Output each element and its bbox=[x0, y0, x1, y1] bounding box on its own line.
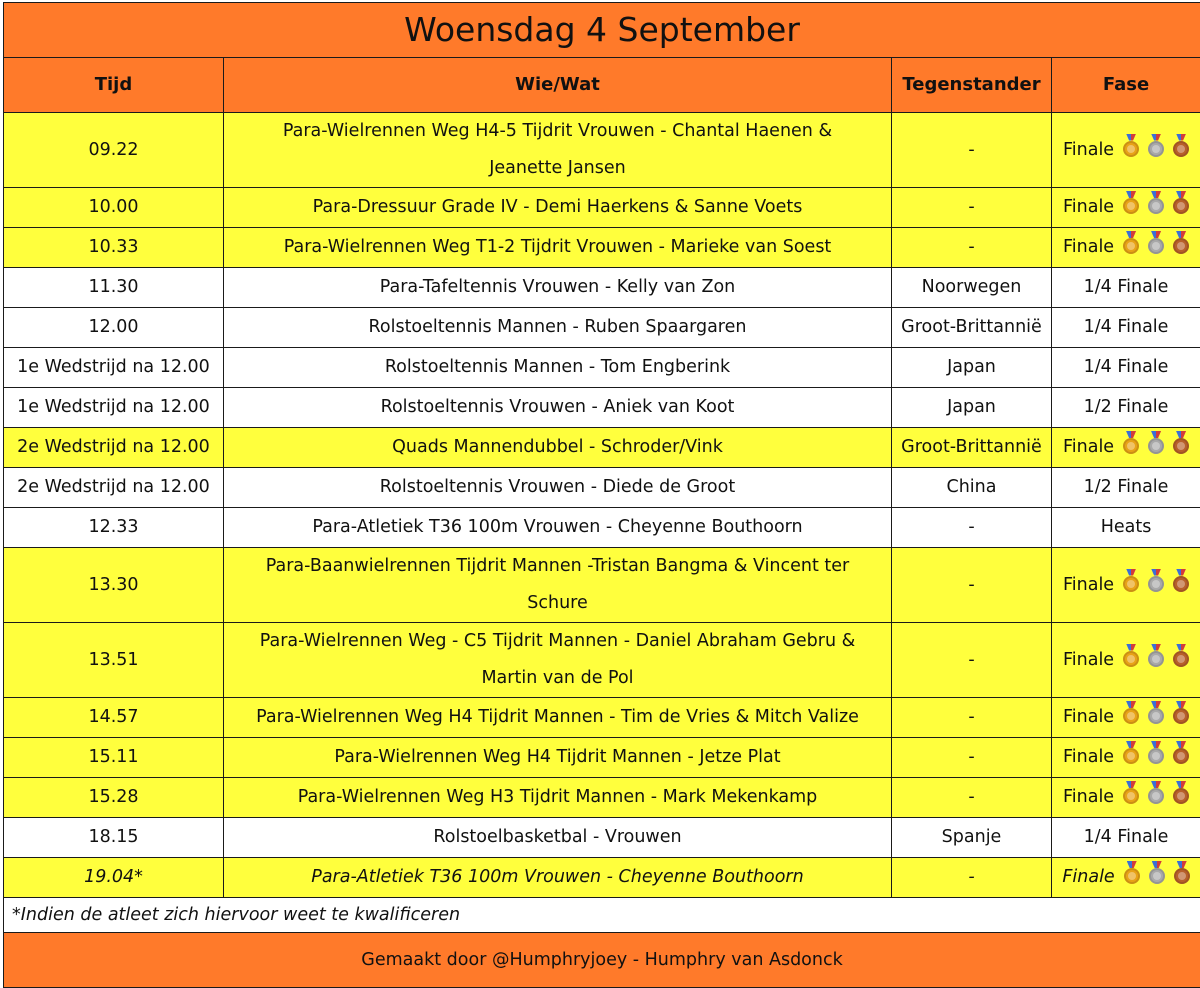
opponent-cell: - bbox=[892, 508, 1052, 548]
event-text: Para-Tafeltennis Vrouwen - Kelly van Zon bbox=[226, 268, 889, 307]
time-cell: 15.11 bbox=[4, 738, 224, 778]
opponent-cell: - bbox=[892, 113, 1052, 188]
table-row bbox=[4, 548, 1200, 623]
event-text: Quads Mannendubbel - Schroder/Vink bbox=[226, 428, 889, 467]
bronze-medal-icon bbox=[1173, 141, 1189, 157]
opponent-cell: Japan bbox=[892, 348, 1052, 388]
header-time: Tijd bbox=[4, 58, 224, 113]
event-text: Para-Wielrennen Weg - C5 Tijdrit Mannen - Daniel Abraham Gebru & Martin van de Pol bbox=[226, 623, 889, 697]
phase-text: Finale bbox=[1063, 707, 1114, 727]
phase-cell bbox=[1052, 738, 1200, 778]
note-row bbox=[4, 898, 1200, 933]
phase-cell bbox=[1052, 858, 1200, 898]
silver-medal-icon bbox=[1148, 238, 1164, 254]
event-cell bbox=[224, 738, 892, 778]
time-cell: 18.15 bbox=[4, 818, 224, 858]
phase-text: 1/4 Finale bbox=[1084, 827, 1169, 847]
opponent-cell: - bbox=[892, 858, 1052, 898]
event-text: Rolstoeltennis Mannen - Ruben Spaargaren bbox=[226, 308, 889, 347]
header-phase: Fase bbox=[1052, 58, 1200, 113]
credits: Gemaakt door @Humphryjoey - Humphry van Asdonck bbox=[4, 933, 1200, 988]
gold-medal-icon bbox=[1123, 438, 1139, 454]
phase-text: Finale bbox=[1063, 437, 1114, 457]
silver-medal-icon bbox=[1148, 576, 1164, 592]
silver-medal-icon bbox=[1148, 748, 1164, 764]
table-row bbox=[4, 228, 1200, 268]
table-row bbox=[4, 188, 1200, 228]
time-cell: 15.28 bbox=[4, 778, 224, 818]
event-cell bbox=[224, 698, 892, 738]
footnote: *Indien de atleet zich hiervoor weet te kwalificeren bbox=[4, 898, 1200, 933]
time-cell: 2e Wedstrijd na 12.00 bbox=[4, 468, 224, 508]
opponent-cell: Groot-Brittannië bbox=[892, 428, 1052, 468]
silver-medal-icon bbox=[1149, 868, 1165, 884]
bronze-medal-icon bbox=[1174, 868, 1190, 884]
gold-medal-icon bbox=[1123, 141, 1139, 157]
phase-text: Finale bbox=[1063, 650, 1114, 670]
footer-row bbox=[4, 933, 1200, 988]
event-cell bbox=[224, 818, 892, 858]
event-cell bbox=[224, 188, 892, 228]
phase-cell bbox=[1052, 623, 1200, 698]
event-text: Para-Baanwielrennen Tijdrit Mannen -Tristan Bangma & Vincent ter Schure bbox=[226, 548, 889, 622]
phase-cell bbox=[1052, 348, 1200, 388]
phase-cell bbox=[1052, 228, 1200, 268]
bronze-medal-icon bbox=[1173, 788, 1189, 804]
bronze-medal-icon bbox=[1173, 748, 1189, 764]
phase-cell bbox=[1052, 468, 1200, 508]
event-cell bbox=[224, 268, 892, 308]
table-row bbox=[4, 818, 1200, 858]
time-cell: 14.57 bbox=[4, 698, 224, 738]
opponent-cell: - bbox=[892, 548, 1052, 623]
phase-cell bbox=[1052, 308, 1200, 348]
schedule-table bbox=[3, 2, 1200, 988]
opponent-cell: Noorwegen bbox=[892, 268, 1052, 308]
opponent-cell: - bbox=[892, 778, 1052, 818]
gold-medal-icon bbox=[1123, 238, 1139, 254]
phase-cell bbox=[1052, 113, 1200, 188]
phase-text: 1/4 Finale bbox=[1084, 277, 1169, 297]
header-row bbox=[4, 58, 1200, 113]
phase-text: Finale bbox=[1063, 140, 1114, 160]
time-cell: 10.00 bbox=[4, 188, 224, 228]
phase-cell bbox=[1052, 188, 1200, 228]
event-text: Rolstoeltennis Vrouwen - Aniek van Koot bbox=[226, 388, 889, 427]
table-row bbox=[4, 308, 1200, 348]
time-cell: 12.33 bbox=[4, 508, 224, 548]
header-opponent: Tegenstander bbox=[892, 58, 1052, 113]
event-cell bbox=[224, 348, 892, 388]
silver-medal-icon bbox=[1148, 651, 1164, 667]
event-cell bbox=[224, 623, 892, 698]
opponent-cell: - bbox=[892, 188, 1052, 228]
silver-medal-icon bbox=[1148, 198, 1164, 214]
event-text: Rolstoelbasketbal - Vrouwen bbox=[226, 818, 889, 857]
event-text: Para-Wielrennen Weg H3 Tijdrit Mannen - Mark Mekenkamp bbox=[226, 778, 889, 817]
opponent-cell: Japan bbox=[892, 388, 1052, 428]
bronze-medal-icon bbox=[1173, 708, 1189, 724]
phase-text: 1/4 Finale bbox=[1084, 317, 1169, 337]
phase-text: 1/4 Finale bbox=[1084, 357, 1169, 377]
gold-medal-icon bbox=[1123, 576, 1139, 592]
phase-cell bbox=[1052, 428, 1200, 468]
time-cell: 19.04* bbox=[4, 858, 224, 898]
time-cell: 12.00 bbox=[4, 308, 224, 348]
phase-text: Finale bbox=[1062, 867, 1114, 887]
opponent-cell: Groot-Brittannië bbox=[892, 308, 1052, 348]
silver-medal-icon bbox=[1148, 438, 1164, 454]
table-row bbox=[4, 698, 1200, 738]
event-cell bbox=[224, 508, 892, 548]
phase-text: 1/2 Finale bbox=[1084, 477, 1169, 497]
phase-cell bbox=[1052, 818, 1200, 858]
table-row bbox=[4, 858, 1200, 898]
page-title: Woensdag 4 September bbox=[4, 3, 1200, 58]
gold-medal-icon bbox=[1123, 708, 1139, 724]
silver-medal-icon bbox=[1148, 708, 1164, 724]
event-text: Para-Wielrennen Weg H4 Tijdrit Mannen - Jetze Plat bbox=[226, 738, 889, 777]
silver-medal-icon bbox=[1148, 788, 1164, 804]
event-text: Para-Wielrennen Weg H4-5 Tijdrit Vrouwen - Chantal Haenen & Jeanette Jansen bbox=[226, 113, 889, 187]
event-cell bbox=[224, 228, 892, 268]
table-row bbox=[4, 268, 1200, 308]
bronze-medal-icon bbox=[1173, 576, 1189, 592]
bronze-medal-icon bbox=[1173, 238, 1189, 254]
event-cell bbox=[224, 428, 892, 468]
event-text: Rolstoeltennis Mannen - Tom Engberink bbox=[226, 348, 889, 387]
event-text: Para-Dressuur Grade IV - Demi Haerkens & Sanne Voets bbox=[226, 188, 889, 227]
time-cell: 09.22 bbox=[4, 113, 224, 188]
table-row bbox=[4, 348, 1200, 388]
time-cell: 1e Wedstrijd na 12.00 bbox=[4, 388, 224, 428]
time-cell: 11.30 bbox=[4, 268, 224, 308]
table-row bbox=[4, 388, 1200, 428]
phase-text: Finale bbox=[1063, 575, 1114, 595]
table-row bbox=[4, 113, 1200, 188]
event-text: Para-Atletiek T36 100m Vrouwen - Cheyenne Bouthoorn bbox=[226, 508, 889, 547]
header-what: Wie/Wat bbox=[224, 58, 892, 113]
gold-medal-icon bbox=[1124, 868, 1140, 884]
event-text: Rolstoeltennis Vrouwen - Diede de Groot bbox=[226, 468, 889, 507]
event-cell bbox=[224, 468, 892, 508]
table-row bbox=[4, 468, 1200, 508]
event-cell bbox=[224, 308, 892, 348]
table-row bbox=[4, 508, 1200, 548]
table-row bbox=[4, 623, 1200, 698]
title-row bbox=[4, 3, 1200, 58]
phase-text: 1/2 Finale bbox=[1084, 397, 1169, 417]
time-cell: 2e Wedstrijd na 12.00 bbox=[4, 428, 224, 468]
phase-cell bbox=[1052, 388, 1200, 428]
event-text: Para-Wielrennen Weg T1-2 Tijdrit Vrouwen - Marieke van Soest bbox=[226, 228, 889, 267]
phase-text: Finale bbox=[1063, 747, 1114, 767]
phase-text: Heats bbox=[1101, 517, 1152, 537]
bronze-medal-icon bbox=[1173, 651, 1189, 667]
table-row bbox=[4, 738, 1200, 778]
table-row bbox=[4, 778, 1200, 818]
silver-medal-icon bbox=[1148, 141, 1164, 157]
bronze-medal-icon bbox=[1173, 438, 1189, 454]
phase-cell bbox=[1052, 698, 1200, 738]
opponent-cell: - bbox=[892, 623, 1052, 698]
time-cell: 10.33 bbox=[4, 228, 224, 268]
opponent-cell: - bbox=[892, 698, 1052, 738]
gold-medal-icon bbox=[1123, 198, 1139, 214]
time-cell: 13.30 bbox=[4, 548, 224, 623]
event-text: Para-Atletiek T36 100m Vrouwen - Cheyenne Bouthoorn bbox=[226, 858, 889, 897]
phase-text: Finale bbox=[1063, 237, 1114, 257]
opponent-cell: China bbox=[892, 468, 1052, 508]
opponent-cell: - bbox=[892, 228, 1052, 268]
event-cell bbox=[224, 778, 892, 818]
time-cell: 13.51 bbox=[4, 623, 224, 698]
phase-text: Finale bbox=[1063, 197, 1114, 217]
gold-medal-icon bbox=[1123, 651, 1139, 667]
event-cell bbox=[224, 113, 892, 188]
event-cell bbox=[224, 388, 892, 428]
table-row bbox=[4, 428, 1200, 468]
phase-cell bbox=[1052, 778, 1200, 818]
event-text: Para-Wielrennen Weg H4 Tijdrit Mannen - Tim de Vries & Mitch Valize bbox=[226, 698, 889, 737]
phase-cell bbox=[1052, 508, 1200, 548]
phase-text: Finale bbox=[1063, 787, 1114, 807]
time-cell: 1e Wedstrijd na 12.00 bbox=[4, 348, 224, 388]
event-cell bbox=[224, 858, 892, 898]
gold-medal-icon bbox=[1123, 748, 1139, 764]
opponent-cell: - bbox=[892, 738, 1052, 778]
bronze-medal-icon bbox=[1173, 198, 1189, 214]
phase-cell bbox=[1052, 548, 1200, 623]
opponent-cell: Spanje bbox=[892, 818, 1052, 858]
event-cell bbox=[224, 548, 892, 623]
phase-cell bbox=[1052, 268, 1200, 308]
gold-medal-icon bbox=[1123, 788, 1139, 804]
